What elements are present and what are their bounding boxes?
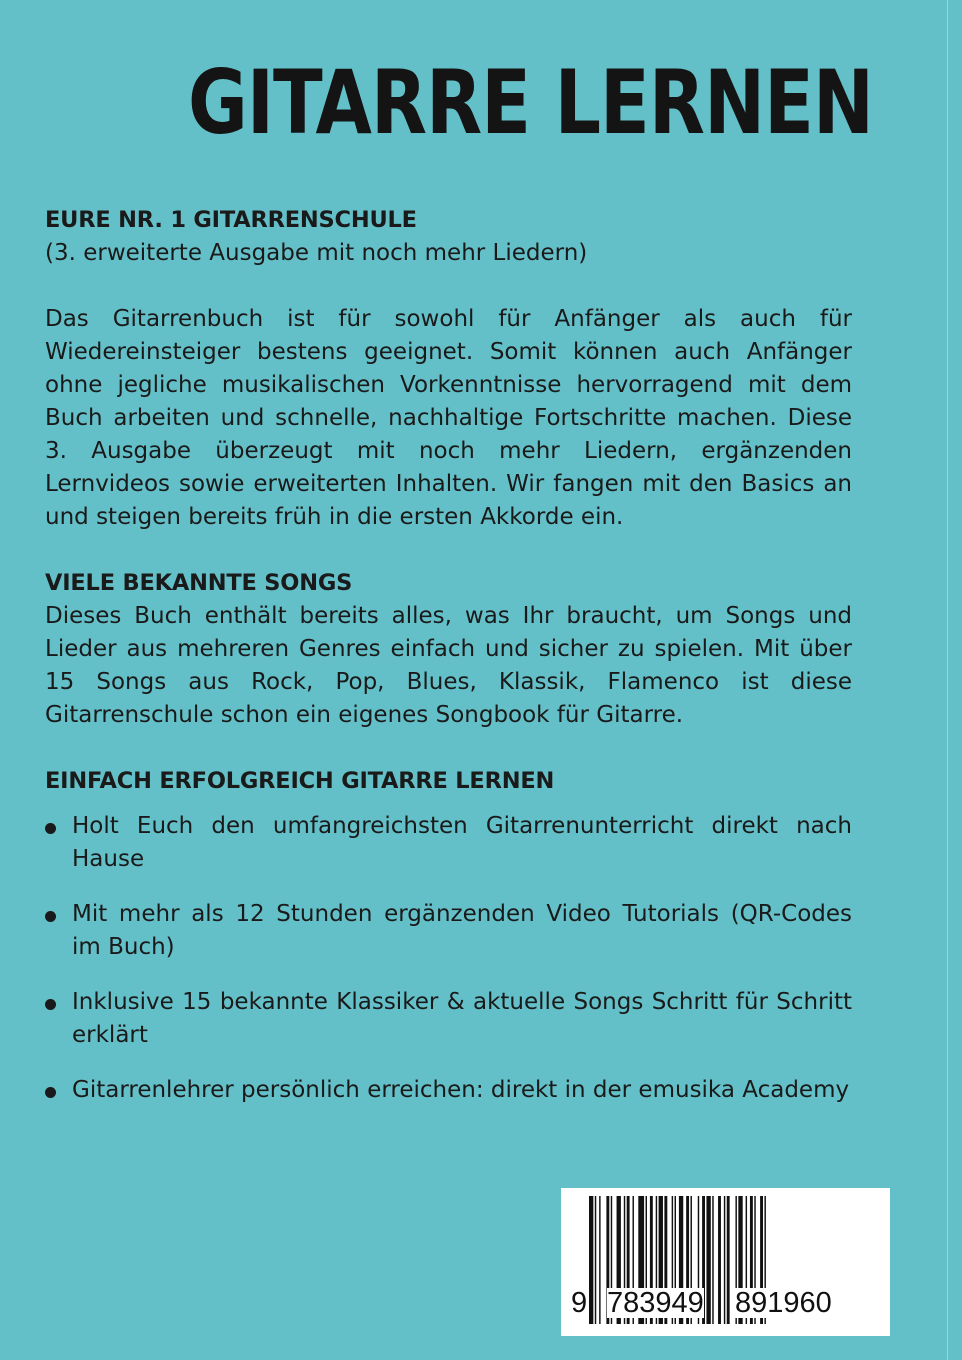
barcode-digit-group-2: 891960 [735,1287,832,1319]
bullet-icon [45,823,56,834]
barcode-bar [706,1196,710,1324]
list-item [45,986,852,1052]
back-cover-text [45,204,852,1129]
book-title: GITARRE LERNEN [188,51,874,154]
barcode-bar [724,1196,725,1324]
list-item [45,1074,852,1107]
barcode-bar [727,1196,730,1324]
bullet-icon [45,999,56,1010]
barcode-bar [589,1196,593,1324]
barcode-bar [595,1196,596,1324]
section-heading-lernen: EINFACH ERFOLGREICH GITARRE LERNEN [45,768,555,794]
feature-list [45,810,852,1107]
bullet-icon [45,911,56,922]
barcode-bar [712,1196,713,1324]
bullet-icon [45,1087,56,1098]
list-item-text: Holt Euch den umfangreichsten Gitarrenunterricht direkt nach Hause [72,813,852,872]
list-item [45,898,852,964]
section-heading-gitarrenschule: EURE NR. 1 GITARRENSCHULE [45,207,417,233]
songs-paragraph: Dieses Buch enthält bereits alles, was Ihr braucht, um Songs und Lieder aus mehreren Genres einfach und sicher zu spielen. Mit über 15 Songs aus Rock, Pop, Blues, Klassik, Flamenco ist diese Gitarrenschule schon ein eigenes Songbook für Gitarre. [45,603,852,728]
list-item-text: Gitarrenlehrer persönlich erreichen: direkt in der emusika Academy [72,1077,850,1103]
section-heading-songs: VIELE BEKANNTE SONGS [45,570,353,596]
list-item-text: Inklusive 15 bekannte Klassiker & aktuelle Songs Schritt für Schritt erklärt [72,989,852,1048]
list-item-text: Mit mehr als 12 Stunden ergänzenden Video Tutorials (QR-Codes im Buch) [72,901,852,960]
barcode-digit-prefix: 9 [571,1287,588,1319]
intro-paragraph: Das Gitarrenbuch ist für sowohl für Anfänger als auch für Wiedereinsteiger bestens geeignet. Somit können auch Anfänger ohne jegliche musikalischen Vorkenntnisse hervorragend mit dem Buch arbeiten und schnelle, nachhaltige Fortschritte machen. Diese 3. Ausgabe überzeugt mit noch mehr Liedern, ergänzenden Lernvideos sowie erweiterten Inhalten. Wir fangen mit den Basics an und steigen bereits früh in die ersten Akkorde ein. [45,306,852,530]
edition-note: (3. erweiterte Ausgabe mit noch mehr Liedern) [45,240,588,266]
isbn-barcode [561,1188,890,1336]
barcode-bar [718,1196,721,1324]
barcode-bar [599,1196,600,1324]
page-edge-line [947,0,948,1360]
barcode-digit-group-1: 783949 [607,1287,704,1319]
list-item [45,810,852,876]
